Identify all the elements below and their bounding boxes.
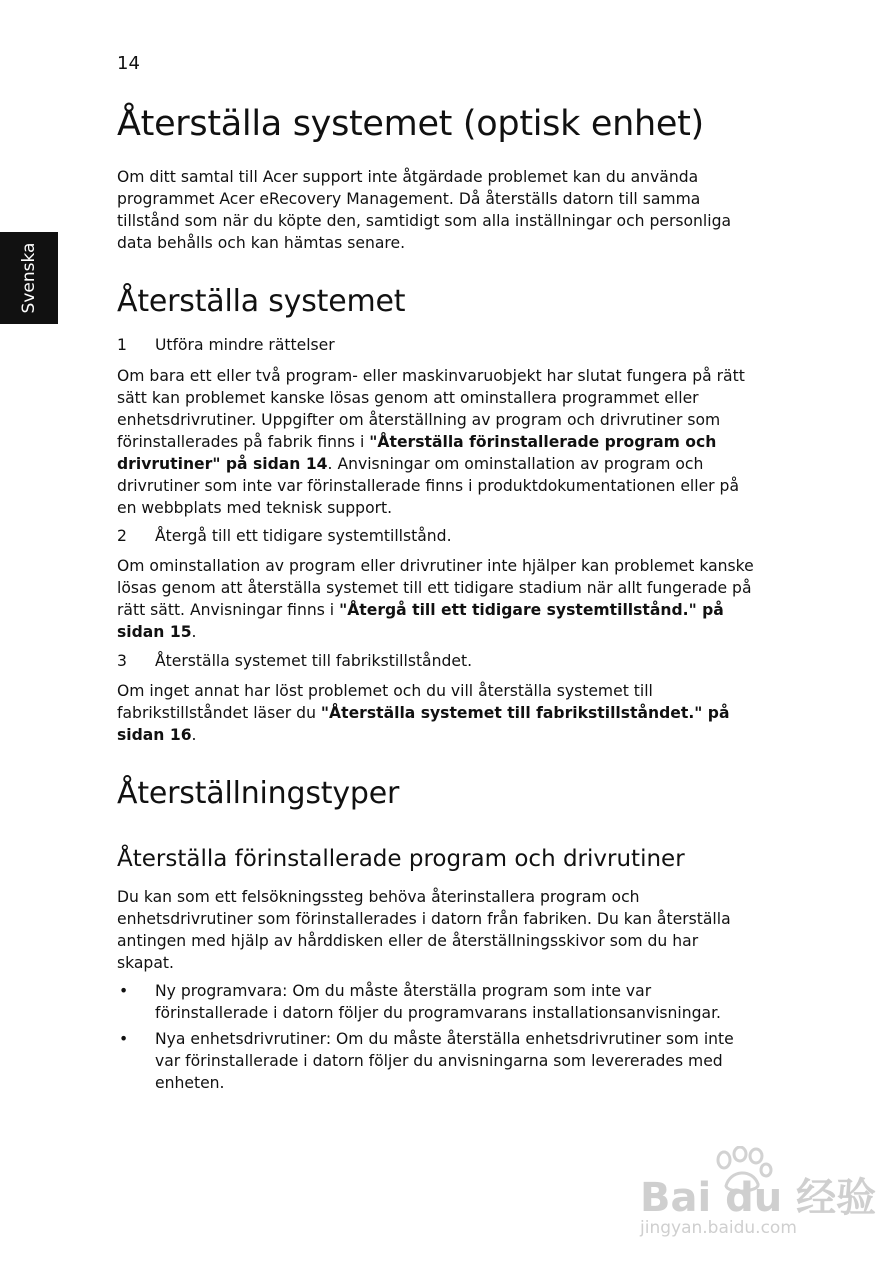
paragraph-restore-types: Du kan som ett felsökningssteg behöva återinstallera program och enhetsdrivrutiner som förinstallerades i datorn från fabriken. Du kan återställa antingen med hjälp av hårddisken eller de återställningsskivor som du har skapat.	[117, 888, 731, 972]
paragraph-step-2: Om ominstallation av program eller drivrutiner inte hjälper kan problemet kanske lösas genom att återställa systemet till ett tidigare stadium när allt fungerade på rätt sätt. Anvisningar finns i "Återgå till ett tidigare systemtillstånd." på sidan 15.	[117, 557, 754, 641]
section-heading-restore-types: Återställningstyper	[117, 776, 400, 811]
bullet-item	[117, 1028, 757, 1094]
step-number: 1	[117, 336, 127, 354]
step-3	[117, 650, 472, 672]
section-heading-restore-system: Återställa systemet	[117, 284, 406, 319]
side-tab-label: Svenska	[19, 242, 39, 314]
step-number: 2	[117, 527, 127, 545]
step-1	[117, 334, 335, 356]
step-label: Återgå till ett tidigare systemtillstånd.	[155, 527, 452, 545]
cross-reference-link[interactable]: "Återställa systemet till fabrikstillståndet." på sidan 16	[117, 704, 730, 744]
subheading-restore-preinstalled: Återställa förinstallerade program och drivrutiner	[117, 846, 685, 872]
watermark-url: jingyan.baidu.com	[640, 1218, 797, 1238]
bullet-item	[117, 980, 757, 1024]
step-number: 3	[117, 652, 127, 670]
bullet-mark: •	[119, 1030, 129, 1048]
page-title: Återställa systemet (optisk enhet)	[117, 104, 704, 144]
step-label: Utföra mindre rättelser	[155, 336, 335, 354]
paragraph-step-3: Om inget annat har löst problemet och du vill återställa systemet till fabrikstillståndet läser du "Återställa systemet till fabrikstillståndet." på sidan 16.	[117, 682, 730, 744]
language-side-tab	[0, 232, 58, 324]
cross-reference-link[interactable]: "Återgå till ett tidigare systemtillstånd." på sidan 15	[117, 601, 724, 641]
step-label: Återställa systemet till fabrikstillståndet.	[155, 652, 473, 670]
watermark-brand: Bai du 经验	[640, 1175, 877, 1221]
baidu-watermark	[640, 1146, 877, 1256]
step-2	[117, 525, 452, 547]
page-number: 14	[117, 53, 140, 74]
bullet-mark: •	[119, 982, 129, 1000]
bullet-text: Nya enhetsdrivrutiner: Om du måste återställa enhetsdrivrutiner som inte var förinstallerade i datorn följer du anvisningarna som levererades med enheten.	[155, 1030, 734, 1092]
bullet-text: Ny programvara: Om du måste återställa program som inte var förinstallerade i datorn följer du programvarans installationsanvisningar.	[155, 982, 722, 1022]
paragraph-step-1: Om bara ett eller två program- eller maskinvaruobjekt har slutat fungera på rätt sätt kan problemet kanske lösas genom att ominstallera programmet eller enhetsdrivrutiner. Uppgifter om återställning av program och drivrutiner som förinstallerades på fabrik finns i "Återställa förinstallerade program och drivrutiner" på sidan 14. Anvisningar om ominstallation av program och drivrutiner som inte var förinstallerade finns i produktdokumentationen eller på en webbplats med teknisk support.	[117, 367, 745, 517]
intro-paragraph: Om ditt samtal till Acer support inte åtgärdade problemet kan du använda programmet Acer eRecovery Management. Då återställs datorn till samma tillstånd som när du köpte den, samtidigt som alla inställningar och personliga data behålls och kan hämtas senare.	[117, 168, 732, 252]
cross-reference-link[interactable]: "Återställa förinstallerade program och drivrutiner" på sidan 14	[117, 433, 717, 473]
